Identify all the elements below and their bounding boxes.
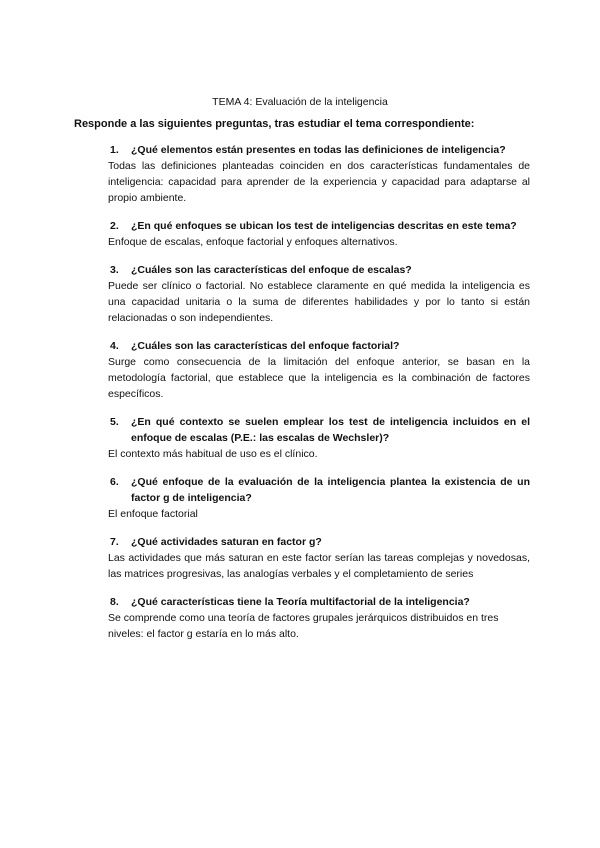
question-item-5 [108,414,530,462]
question-number: 3. [110,264,119,276]
question-item-6 [108,474,530,522]
answer-text: Puede ser clínico o factorial. No establece claramente en qué medida la inteligencia es una capacidad unitaria o la suma de diferentes habilidades y por lo tanto si están relacionadas o son independientes. [108,280,530,324]
question-list [108,142,530,654]
question-number: 7. [110,536,119,548]
question-text: ¿Qué actividades saturan en factor g? [131,536,322,548]
answer-text: Todas las definiciones planteadas coinciden en dos características fundamentales de inteligencia: capacidad para aprender de la experiencia y capacidad para adaptarse al propio ambiente. [108,160,530,204]
question-text: ¿En qué enfoques se ubican los test de inteligencias descritas en este tema? [131,220,517,232]
question-item-3 [108,262,530,326]
answer-text: Surge como consecuencia de la limitación del enfoque anterior, se basan en la metodología factorial, que establece que la inteligencia es la combinación de factores específicos. [108,356,530,400]
question-item-4 [108,338,530,402]
answer-text: El contexto más habitual de uso es el clínico. [108,448,318,460]
document-title: TEMA 4: Evaluación de la inteligencia [212,96,388,108]
question-number: 5. [110,416,119,428]
answer-text: Enfoque de escalas, enfoque factorial y enfoques alternativos. [108,236,398,248]
answer-text: El enfoque factorial [108,508,198,520]
question-item-1 [108,142,530,206]
question-item-2 [108,218,530,250]
question-text: ¿Qué características tiene la Teoría multifactorial de la inteligencia? [131,596,470,608]
answer-text: Se comprende como una teoría de factores grupales jerárquicos distribuidos en tres niveles: el factor g estaría en lo más alto. [108,612,499,640]
question-number: 1. [110,144,119,156]
question-number: 4. [110,340,119,352]
question-text: ¿Cuáles son las características del enfoque de escalas? [131,264,412,276]
question-item-7 [108,534,530,582]
question-number: 2. [110,220,119,232]
question-text: ¿Qué enfoque de la evaluación de la inteligencia plantea la existencia de un factor g de inteligencia? [131,476,530,504]
question-number: 6. [110,476,119,488]
question-text: ¿Cuáles son las características del enfoque factorial? [131,340,400,352]
instructions-text: Responde a las siguientes preguntas, tras estudiar el tema correspondiente: [74,118,475,130]
question-number: 8. [110,596,119,608]
question-text: ¿En qué contexto se suelen emplear los test de inteligencia incluidos en el enfoque de escalas (P.E.: las escalas de Wechsler)? [131,416,530,444]
question-text: ¿Qué elementos están presentes en todas las definiciones de inteligencia? [131,144,506,156]
question-item-8 [108,594,530,642]
answer-text: Las actividades que más saturan en este factor serían las tareas complejas y novedosas, las matrices progresivas, las analogías verbales y el completamiento de series [108,552,530,580]
